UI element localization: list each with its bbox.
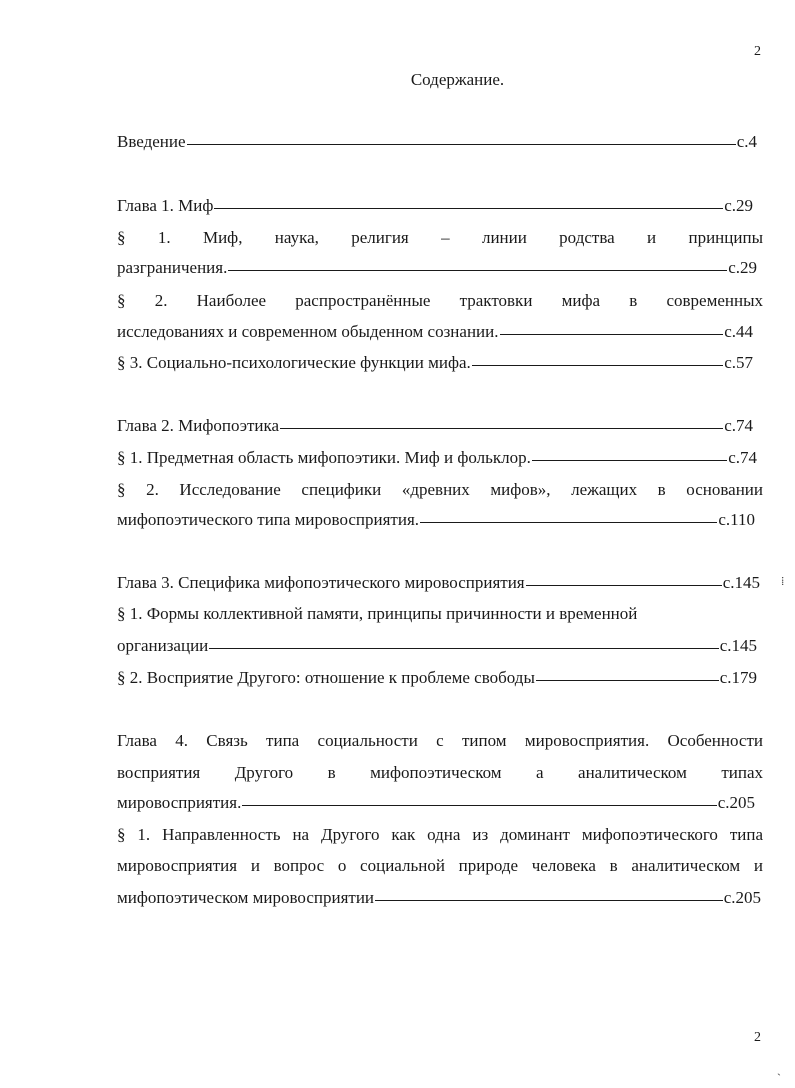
toc-ch3-s1-line2[interactable] bbox=[117, 636, 757, 656]
toc-ch1-s1-line1[interactable]: § 1. Миф, наука, религия – линии родства и принципы bbox=[117, 228, 763, 247]
toc-page-ref: с.205 bbox=[723, 888, 761, 907]
toc-chapter-3[interactable] bbox=[117, 573, 760, 593]
toc-ch1-s2-line1[interactable]: § 2. Наиболее распространённые трактовки мифа в современных bbox=[117, 291, 763, 310]
toc-entry-intro[interactable] bbox=[117, 132, 757, 152]
toc-page-ref: с.110 bbox=[718, 510, 755, 529]
leader-line bbox=[500, 334, 724, 335]
leader-line bbox=[536, 680, 719, 681]
toc-entry-text: Введение bbox=[117, 132, 186, 151]
toc-page-ref: с.44 bbox=[724, 322, 753, 341]
leader-line bbox=[209, 648, 718, 649]
toc-page-ref: с.74 bbox=[724, 416, 753, 435]
toc-entry-text: мировосприятия. bbox=[117, 793, 242, 812]
leader-line bbox=[420, 522, 717, 523]
toc-ch2-s2-line2[interactable] bbox=[117, 510, 755, 530]
toc-ch4-s1-line1[interactable]: § 1. Направленность на Другого как одна из доминант мифопоэтического типа bbox=[117, 825, 763, 844]
leader-line bbox=[228, 270, 727, 271]
page-number-bottom: 2 bbox=[754, 1030, 761, 1045]
leader-line bbox=[187, 144, 736, 145]
toc-page-ref: с.145 bbox=[722, 573, 760, 592]
leader-line bbox=[526, 585, 722, 586]
toc-chapter-4-line3[interactable] bbox=[117, 793, 755, 813]
toc-chapter-4-line1[interactable]: Глава 4. Связь типа социальности с типом мировосприятия. Особенности bbox=[117, 731, 763, 750]
toc-entry-text: мифопоэтическом мировосприятии bbox=[117, 888, 375, 907]
toc-page-ref: с.57 bbox=[724, 353, 753, 372]
leader-line bbox=[280, 428, 723, 429]
toc-ch3-s1-line1[interactable]: § 1. Формы коллективной памяти, принципы причинности и временной bbox=[117, 604, 638, 623]
page-number-top: 2 bbox=[754, 44, 761, 59]
toc-entry-text: § 3. Социально-психологические функции мифа. bbox=[117, 353, 471, 372]
toc-entry-text: § 2. Восприятие Другого: отношение к проблеме свободы bbox=[117, 668, 535, 687]
toc-ch1-s1-line2[interactable] bbox=[117, 258, 757, 278]
toc-page-ref: с.29 bbox=[728, 258, 757, 277]
leader-line bbox=[532, 460, 727, 461]
leader-line bbox=[375, 900, 723, 901]
toc-page-ref: с.4 bbox=[736, 132, 757, 151]
toc-ch2-s1[interactable] bbox=[117, 448, 757, 468]
toc-page-ref: с.145 bbox=[719, 636, 757, 655]
toc-page-ref: с.74 bbox=[728, 448, 757, 467]
leader-line bbox=[242, 805, 716, 806]
toc-ch2-s2-line1[interactable]: § 2. Исследование специфики «древних мифов», лежащих в основании bbox=[117, 480, 763, 499]
toc-entry-text: Глава 3. Специфика мифопоэтического мировосприятия bbox=[117, 573, 525, 592]
toc-ch1-s3[interactable] bbox=[117, 353, 753, 373]
toc-entry-text: мифопоэтического типа мировосприятия. bbox=[117, 510, 420, 529]
toc-entry-text: § 1. Предметная область мифопоэтики. Миф и фольклор. bbox=[117, 448, 531, 467]
toc-ch4-s1-line3[interactable] bbox=[117, 888, 761, 908]
toc-entry-text: Глава 1. Миф bbox=[117, 196, 214, 215]
scan-corner-mark: ˏ bbox=[777, 1062, 781, 1076]
toc-entry-text: исследованиях и современном обыденном сознании. bbox=[117, 322, 499, 341]
toc-page-ref: с.29 bbox=[724, 196, 753, 215]
toc-ch3-s2[interactable] bbox=[117, 668, 757, 688]
toc-entry-text: разграничения. bbox=[117, 258, 228, 277]
scan-margin-mark: ⁞ bbox=[781, 574, 785, 588]
toc-page-ref: с.179 bbox=[719, 668, 757, 687]
toc-entry-text: организации bbox=[117, 636, 209, 655]
toc-ch1-s2-line2[interactable] bbox=[117, 322, 753, 342]
toc-chapter-1[interactable] bbox=[117, 196, 753, 216]
toc-chapter-4-line2[interactable]: восприятия Другого в мифопоэтическом а аналитическом типах bbox=[117, 763, 763, 782]
leader-line bbox=[472, 365, 723, 366]
page-title: Содержание. bbox=[410, 70, 505, 89]
toc-page-ref: с.205 bbox=[717, 793, 755, 812]
toc-entry-text: Глава 2. Мифопоэтика bbox=[117, 416, 280, 435]
toc-chapter-2[interactable] bbox=[117, 416, 753, 436]
toc-ch4-s1-line2[interactable]: мировосприятия и вопрос о социальной природе человека в аналитическом и bbox=[117, 856, 763, 875]
leader-line bbox=[214, 208, 723, 209]
